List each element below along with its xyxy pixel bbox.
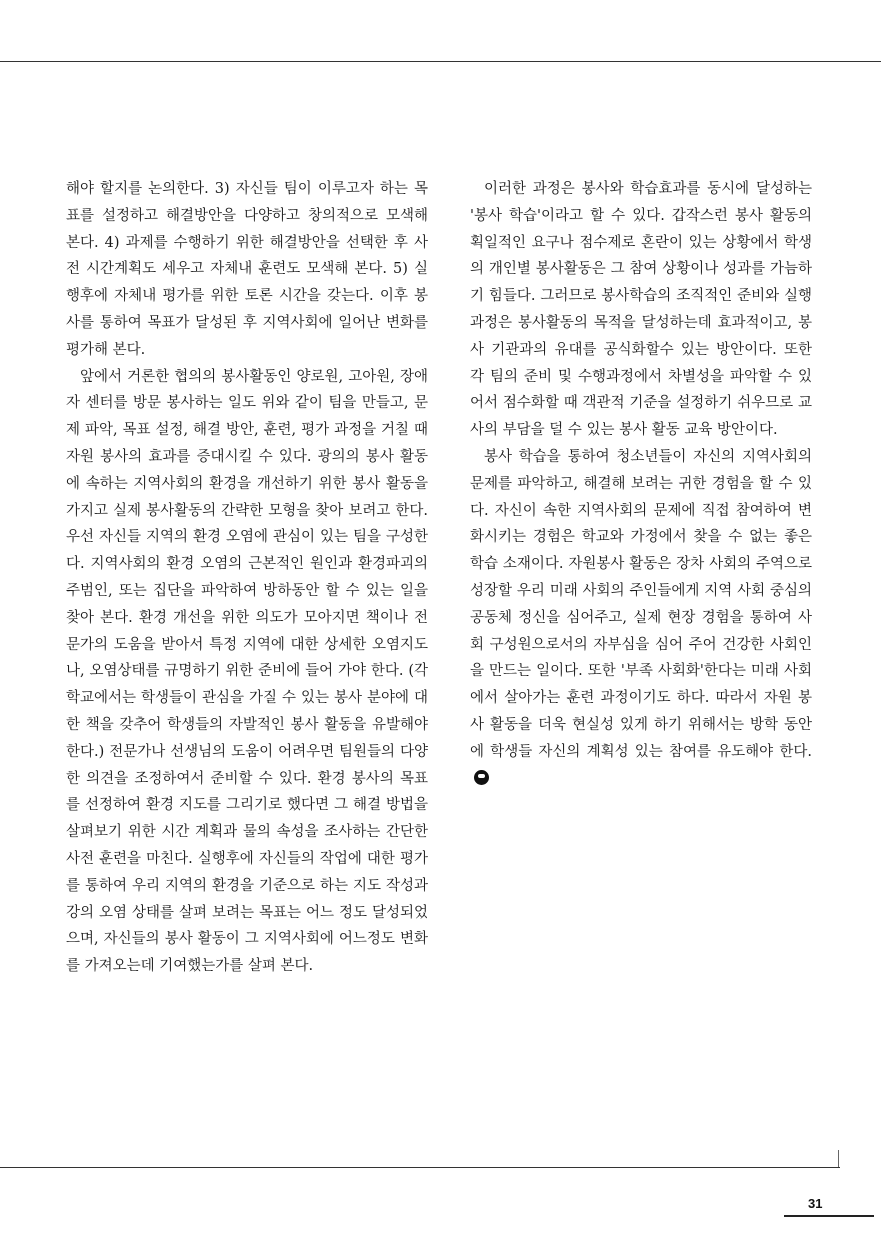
- right-paragraph-1: 이러한 과정은 봉사와 학습효과를 동시에 달성하는 '봉사 학습'이라고 할 수 있다. 갑작스런 봉사 활동의 획일적인 요구나 점수제로 혼란이 있는 상황에서 학생의 개인별 봉사활동은 그 참여 상황이나 성과를 가늠하기 힘들다. 그러므로 봉사학습의 조직적인 준비와 실행과정은 봉사활동의 목적을 달성하는데 효과적이고, 봉사 기관과의 유대를 공식화할수 있는 방안이다. 또한 각 팀의 준비 및 수행과정에서 차별성을 파악할 수 있어서 점수화할 때 객관적 기준을 설정하기 쉬우므로 교사의 부담을 덜 수 있는 봉사 활동 교육 방안이다.: [470, 181, 812, 439]
- bottom-rule: [0, 1167, 840, 1168]
- end-mark-icon: [474, 770, 489, 785]
- left-column: [66, 176, 428, 980]
- right-paragraph-2-text: 봉사 학습을 통하여 청소년들이 자신의 지역사회의 문제를 파악하고, 해결해 보려는 귀한 경험을 할 수 있다. 자신이 속한 지역사회의 문제에 직접 참여하여 변화시키는 경험은 학교와 가정에서 찾을 수 없는 좋은 학습 소재이다. 자원봉사 활동은 장차 사회의 주역으로 성장할 우리 미래 사회의 주인들에게 지역 사회 중심의 공동체 정신을 심어주고, 실제 현장 경험을 통하여 사회 구성원으로서의 자부심을 심어 주어 건강한 사회인을 만드는 일이다. 또한 '부족 사회화'한다는 미래 사회에서 살아가는 훈련 과정이기도 하다. 따라서 자원 봉사 활동을 더욱 현실성 있게 하기 위해서는 방학 동안에 학생들 자신의 계획성 있는 참여를 유도해야 한다.: [470, 448, 812, 760]
- right-edge-rule: [838, 1150, 839, 1168]
- page-number-underline: [784, 1215, 874, 1217]
- left-paragraph-1: 해야 할지를 논의한다. 3) 자신들 팀이 이루고자 하는 목표를 설정하고 해결방안을 다양하고 창의적으로 모색해 본다. 4) 과제를 수행하기 위한 해결방안을 선택한 후 사전 시간계획도 세우고 자체내 훈련도 모색해 본다. 5) 실행후에 자체내 평가를 위한 토론 시간을 갖는다. 이후 봉사를 통하여 목표가 달성된 후 지역사회에 일어난 변화를 평가해 본다.: [66, 181, 428, 358]
- right-column: [470, 176, 812, 792]
- left-paragraph-2: 앞에서 거론한 협의의 봉사활동인 양로원, 고아원, 장애자 센터를 방문 봉사하는 일도 위와 같이 팀을 만들고, 문제 파악, 목표 설정, 해결 방안, 훈련, 평가 과정을 거칠 때 자원 봉사의 효과를 증대시킬 수 있다. 광의의 봉사 활동에 속하는 지역사회의 환경을 개선하기 위한 봉사 활동을 가지고 실제 봉사활동의 간략한 모형을 찾아 보려고 한다. 우선 자신들 지역의 환경 오염에 관심이 있는 팀을 구성한다. 지역사회의 환경 오염의 근본적인 원인과 환경파괴의 주범인, 또는 집단을 파악하여 방하동안 할 수 있는 일을 찾아 본다. 환경 개선을 위한 의도가 모아지면 책이나 전문가의 도움을 받아서 특정 지역에 대한 상세한 오염지도나, 오염상태를 규명하기 위한 준비에 들어 가야 한다. (각 학교에서는 학생들이 관심을 가질 수 있는 봉사 분야에 대한 책을 갖추어 학생들의 자발적인 봉사 활동을 유발해야 한다.) 전문가나 선생님의 도움이 어려우면 팀원들의 다양한 의견을 조정하여서 준비할 수 있다. 환경 봉사의 목표를 선정하여 환경 지도를 그리기로 했다면 그 해결 방법을 살펴보기 위한 시간 계획과 물의 속성을 조사하는 간단한 사전 훈련을 마친다. 실행후에 자신들의 작업에 대한 평가를 통하여 우리 지역의 환경을 기준으로 하는 지도 작성과 강의 오염 상태를 살펴 보려는 목표는 어느 정도 달성되었으며, 자신들의 봉사 활동이 그 지역사회에 어느정도 변화를 가져오는데 기여했는가를 살펴 본다.: [66, 368, 428, 975]
- page-number: 31: [808, 1196, 823, 1211]
- right-paragraph-2: [470, 444, 812, 792]
- top-rule: [0, 61, 881, 62]
